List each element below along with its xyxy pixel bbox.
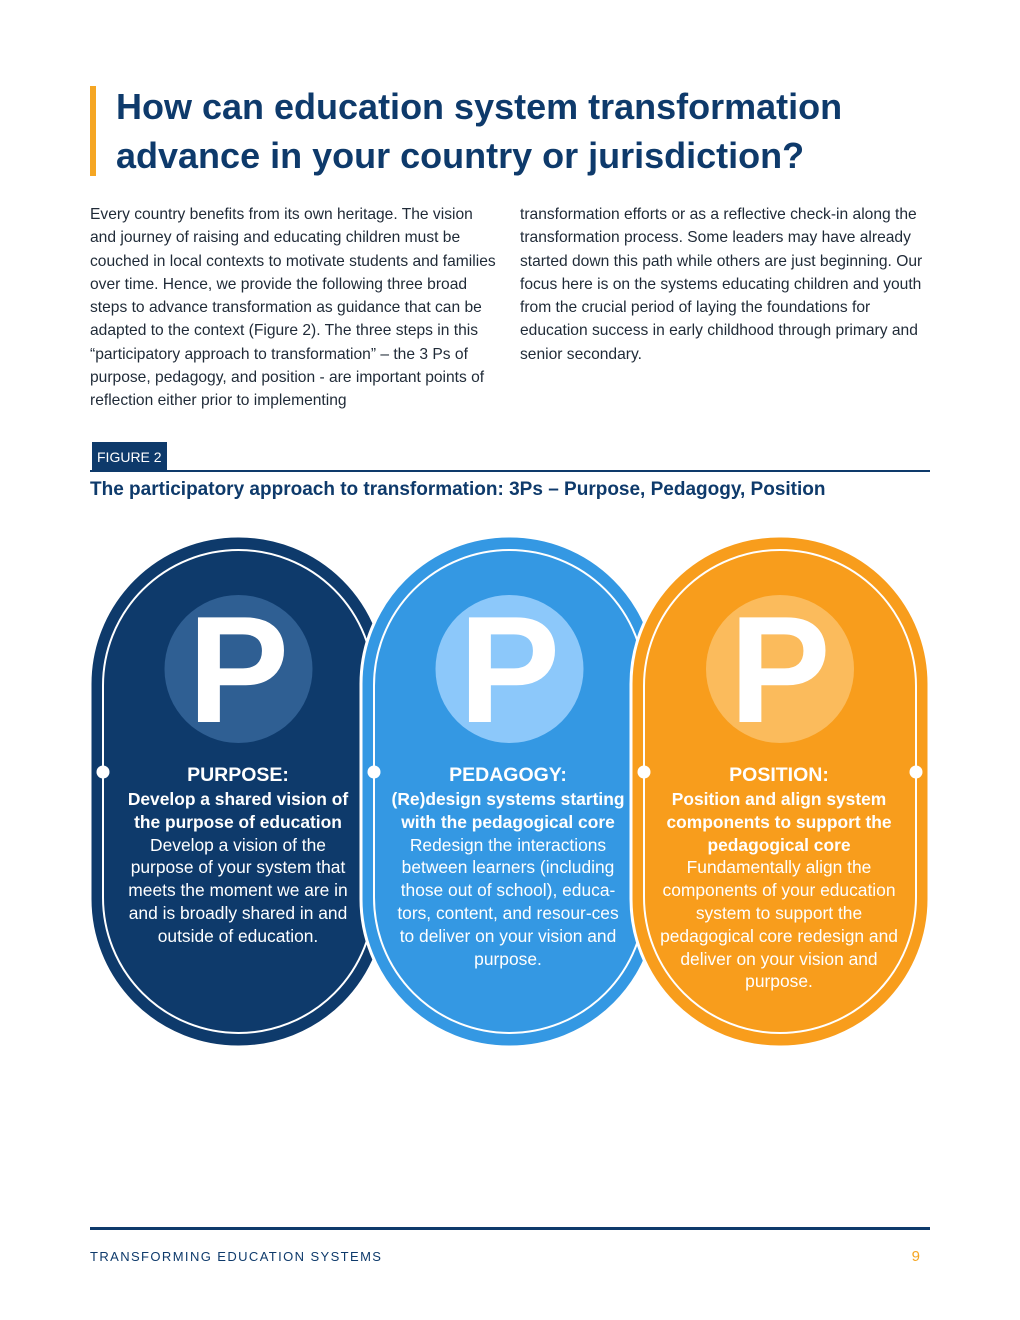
position-title: POSITION: [729,764,829,786]
position-text-block [659,762,899,993]
purpose-p-letter: P [187,585,290,755]
purpose-text-block [118,762,358,948]
position-description: Fundamentally align the components of your education system to support the pedagogical core redesign and deliver on your vision and purpose. [660,857,898,992]
page-title: How can education system transformation advance in your country or jurisdiction? [116,86,843,176]
position-p-letter: P [729,585,831,755]
figure-label: FIGURE 2 [92,442,167,472]
page-number: 9 [911,1248,920,1265]
body-text-left-column: Every country benefits from its own heritage. The vision and journey of raising and educating children must be couched in local contexts to motivate students and families over time. Hence, we provide the following three broad steps to advance transformation as guidance that can be adapted to the context (Figure 2). The three steps in this “participatory approach to transformation” – the 3 Ps of purpose, pedagogy, and position - are important points of reflection either prior to implementing [90,206,496,410]
pedagogy-subtitle: (Re)design systems starting with the pedagogical core [391,789,625,832]
position-right-dot [910,766,923,779]
figure-caption: The participatory approach to transformation: 3Ps – Purpose, Pedagogy, Position [90,479,826,500]
purpose-subtitle: Develop a shared vision of the purpose of education [127,789,349,832]
pedagogy-p-letter: P [458,585,561,755]
body-text-right-column: transformation efforts or as a reflective check-in along the transformation process. Some leaders may have already started down this path while others are just beginning. Our focus here is on the systems educating children and youth from the crucial period of laying the foundations for education success in early childhood through primary and senior secondary. [520,206,923,363]
position-subtitle: Position and align system components to support the pedagogical core [666,789,892,855]
purpose-description: Develop a vision of the purpose of your system that meets the moment we are in and is broadly shared in and outside of education. [128,834,348,946]
purpose-title: PURPOSE: [187,764,289,786]
footer-divider [90,1227,930,1230]
footer-title: TRANSFORMING EDUCATION SYSTEMS [90,1249,383,1264]
position-left-dot [638,766,651,779]
purpose-left-dot [97,766,110,779]
pedagogy-title: PEDAGOGY: [449,764,567,786]
pedagogy-description: Redesign the interactions between learners (including those out of school), educa-tors, content, and resour-ces to deliver on your vision and purpose. [397,834,619,969]
pedagogy-text-block [388,762,628,970]
pedagogy-left-dot [368,766,381,779]
